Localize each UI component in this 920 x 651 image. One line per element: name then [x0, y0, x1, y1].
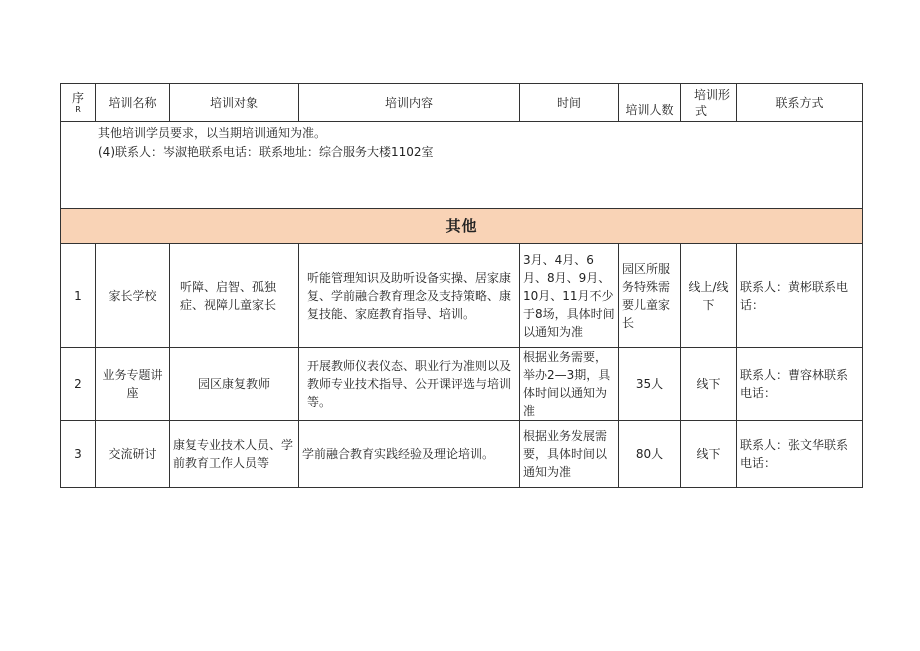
section-header-row: [61, 209, 863, 244]
header-content: 培训内容: [299, 84, 520, 122]
row-count: 80人: [619, 421, 681, 488]
header-time: 时间: [520, 84, 619, 122]
header-contact: 联系方式: [737, 84, 863, 122]
table-row: [61, 244, 863, 348]
row-time: 根据业务发展需要，具体时间以通知为准: [520, 421, 619, 488]
row-form: 线上/线下: [681, 244, 737, 348]
header-target: 培训对象: [170, 84, 299, 122]
row-count: 35人: [619, 348, 681, 421]
table-row: [61, 421, 863, 488]
row-seq: 2: [61, 348, 96, 421]
note-line-1: 其他培训学员要求，以当期培训通知为准。: [98, 126, 327, 140]
header-seq: [61, 84, 96, 122]
row-name: 家长学校: [96, 244, 170, 348]
table-row: [61, 348, 863, 421]
header-seq-bottom: R: [75, 104, 81, 114]
row-name: 交流研讨: [96, 421, 170, 488]
row-target: 康复专业技术人员、学前教育工作人员等: [170, 421, 299, 488]
header-name: 培训名称: [96, 84, 170, 122]
section-title: 其他: [61, 209, 863, 244]
row-form: 线下: [681, 421, 737, 488]
row-seq: 3: [61, 421, 96, 488]
training-table: [60, 83, 863, 488]
row-count: 园区所服务特殊需要儿童家长: [619, 244, 681, 348]
row-target: 听障、启智、孤独症、视障儿童家长: [170, 244, 299, 348]
row-seq: 1: [61, 244, 96, 348]
row-target: 园区康复教师: [170, 348, 299, 421]
header-count: 培训人数: [619, 84, 681, 122]
row-name: 业务专题讲座: [96, 348, 170, 421]
note-cell: [61, 122, 863, 209]
row-contact: 联系人：张文华联系电话：: [737, 421, 863, 488]
row-time: 3月、4月、6月、8月、9月、10月、11月不少于8场，具体时间以通知为准: [520, 244, 619, 348]
row-content: 学前融合教育实践经验及理论培训。: [299, 421, 520, 488]
header-form: [681, 84, 737, 122]
row-content: 听能管理知识及助听设备实操、居家康复、学前融合教育理念及支持策略、康复技能、家庭教育指导、培训。: [299, 244, 520, 348]
row-contact: 联系人：黄彬联系电话：: [737, 244, 863, 348]
header-row: [61, 84, 863, 122]
header-form-bottom: 式: [695, 103, 708, 118]
header-seq-top: 序: [71, 90, 84, 105]
row-content: 开展教师仪表仪态、职业行为准则以及教师专业技术指导、公开课评选与培训等。: [299, 348, 520, 421]
row-contact: 联系人：曹容林联系电话：: [737, 348, 863, 421]
row-form: 线下: [681, 348, 737, 421]
header-form-top: 培训形: [693, 87, 730, 102]
note-row: [61, 122, 863, 209]
note-line-2: (4)联系人：岑淑艳联系电话：联系地址：综合服务大楼1102室: [98, 145, 434, 159]
row-time: 根据业务需要，举办2—3期，具体时间以通知为准: [520, 348, 619, 421]
